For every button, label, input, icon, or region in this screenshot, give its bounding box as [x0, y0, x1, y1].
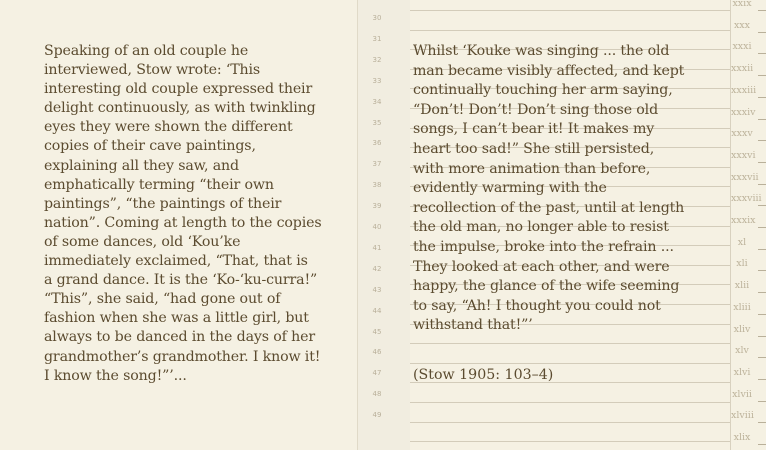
gutter-line-number: 37	[372, 160, 382, 169]
gutter-line-number: 31	[372, 34, 382, 43]
roman-numeral: xxxii	[731, 63, 754, 75]
gutter-line-number: 49	[372, 411, 382, 420]
line-number-gutter	[357, 0, 411, 450]
roman-numeral: xxxiii	[731, 84, 757, 96]
margin-tick	[758, 75, 766, 76]
roman-numeral: xlviii	[731, 410, 754, 422]
gutter-line-number: 35	[372, 118, 382, 127]
left-page	[0, 0, 357, 450]
ruled-line	[410, 30, 730, 31]
roman-numeral: xlii	[734, 280, 750, 292]
roman-numeral: xxxiv	[731, 106, 756, 118]
margin-tick	[758, 357, 766, 358]
roman-numeral: xxix	[732, 0, 752, 9]
gutter-line-number: 38	[372, 181, 382, 190]
roman-numeral: xxxix	[731, 215, 756, 226]
margin-tick	[758, 97, 766, 98]
margin-tick	[758, 10, 766, 11]
margin-tick	[758, 119, 766, 120]
ruled-line	[410, 10, 730, 11]
gutter-line-number: 30	[372, 14, 382, 22]
margin-tick	[758, 379, 766, 380]
roman-numeral: xliv	[733, 323, 751, 335]
gutter-line-number: 47	[372, 369, 382, 378]
citation: (Stow 1905: 103–4)	[413, 367, 554, 383]
margin-tick	[758, 270, 766, 271]
margin-tick	[758, 444, 766, 445]
margin-tick	[758, 140, 766, 141]
ruled-line	[410, 363, 730, 364]
ruled-line	[410, 422, 730, 423]
roman-numeral: xxxviii	[731, 193, 762, 205]
ruled-line	[410, 402, 730, 403]
gutter-line-number: 32	[372, 55, 382, 64]
margin-tick	[758, 401, 766, 402]
margin-tick	[758, 205, 766, 206]
gutter-line-number: 45	[372, 327, 382, 336]
margin-tick	[758, 184, 766, 185]
margin-tick	[758, 227, 766, 228]
roman-numeral: xxx	[733, 19, 751, 31]
roman-numeral: xl	[737, 236, 747, 248]
ruled-line	[410, 441, 730, 442]
gutter-line-number: 44	[372, 306, 382, 315]
ruled-line	[410, 343, 730, 344]
gutter-line-number: 36	[372, 139, 382, 148]
roman-numeral: xxxv	[731, 128, 753, 140]
roman-numeral: xliii	[733, 301, 751, 313]
margin-tick	[758, 162, 766, 163]
roman-numeral: xxxi	[732, 41, 752, 53]
margin-tick	[758, 292, 766, 293]
left-paragraph: Speaking of an old couple he interviewed, Stow wrote: ‘This interesting old couple expressed their delight continuously, as with twinkling eyes they were shown the different copies of their cave paintings, explaining all they saw, and emphatically terming “their own paintings”, “the paintings of their nation”. Coming at length to the copies of some dances, old ‘Kou’ke immediately exclaimed, “That, that is a grand dance. It is the ‘Ko-‘ku-curra!” “This”, she said, “had gone out of fashion when she was a little girl, but always to be danced in the days of her grandmother’s grandmother. I know it! I know the song!”’...	[44, 43, 322, 384]
gutter-line-number: 46	[372, 348, 382, 357]
margin-tick	[758, 336, 766, 337]
margin-tick	[758, 53, 766, 54]
right-paragraph: Whilst ‘Kouke was singing ... the old man became visibly affected, and kept continually touching her arm saying, “Don’t! Don’t! Don’t sing those old songs, I can’t bear it! It makes my heart too sad!” She still persisted, with more animation than before, evidently warming with the recollection of the past, until at length the old man, no longer able to resist the impulse, broke into the refrain ... They looked at each other, and were happy, the glance of the wife seeming to say, “Ah! I thought you could not withstand that!”’	[413, 43, 685, 334]
margin-tick	[758, 32, 766, 33]
roman-numeral: xli	[736, 258, 748, 270]
margin-tick	[758, 249, 766, 250]
gutter-line-number: 34	[372, 97, 382, 106]
gutter-line-number: 43	[372, 285, 382, 294]
gutter-line-number: 42	[372, 264, 382, 273]
roman-numeral: xlvi	[733, 366, 751, 378]
margin-tick	[758, 422, 766, 423]
roman-numeral: xxxvi	[731, 149, 756, 161]
right-page	[410, 0, 766, 450]
gutter-line-number: 40	[372, 223, 382, 231]
roman-numeral: xlv	[735, 345, 749, 357]
roman-numeral: xlvii	[732, 388, 752, 400]
gutter-line-number: 39	[372, 202, 382, 211]
roman-numeral: xxxvii	[731, 171, 759, 183]
roman-numeral: xlix	[733, 432, 751, 443]
gutter-line-number: 48	[372, 390, 382, 399]
margin-tick	[758, 314, 766, 315]
roman-numeral-margin	[730, 0, 762, 450]
gutter-line-number: 41	[372, 243, 382, 252]
gutter-line-number: 33	[372, 76, 382, 85]
